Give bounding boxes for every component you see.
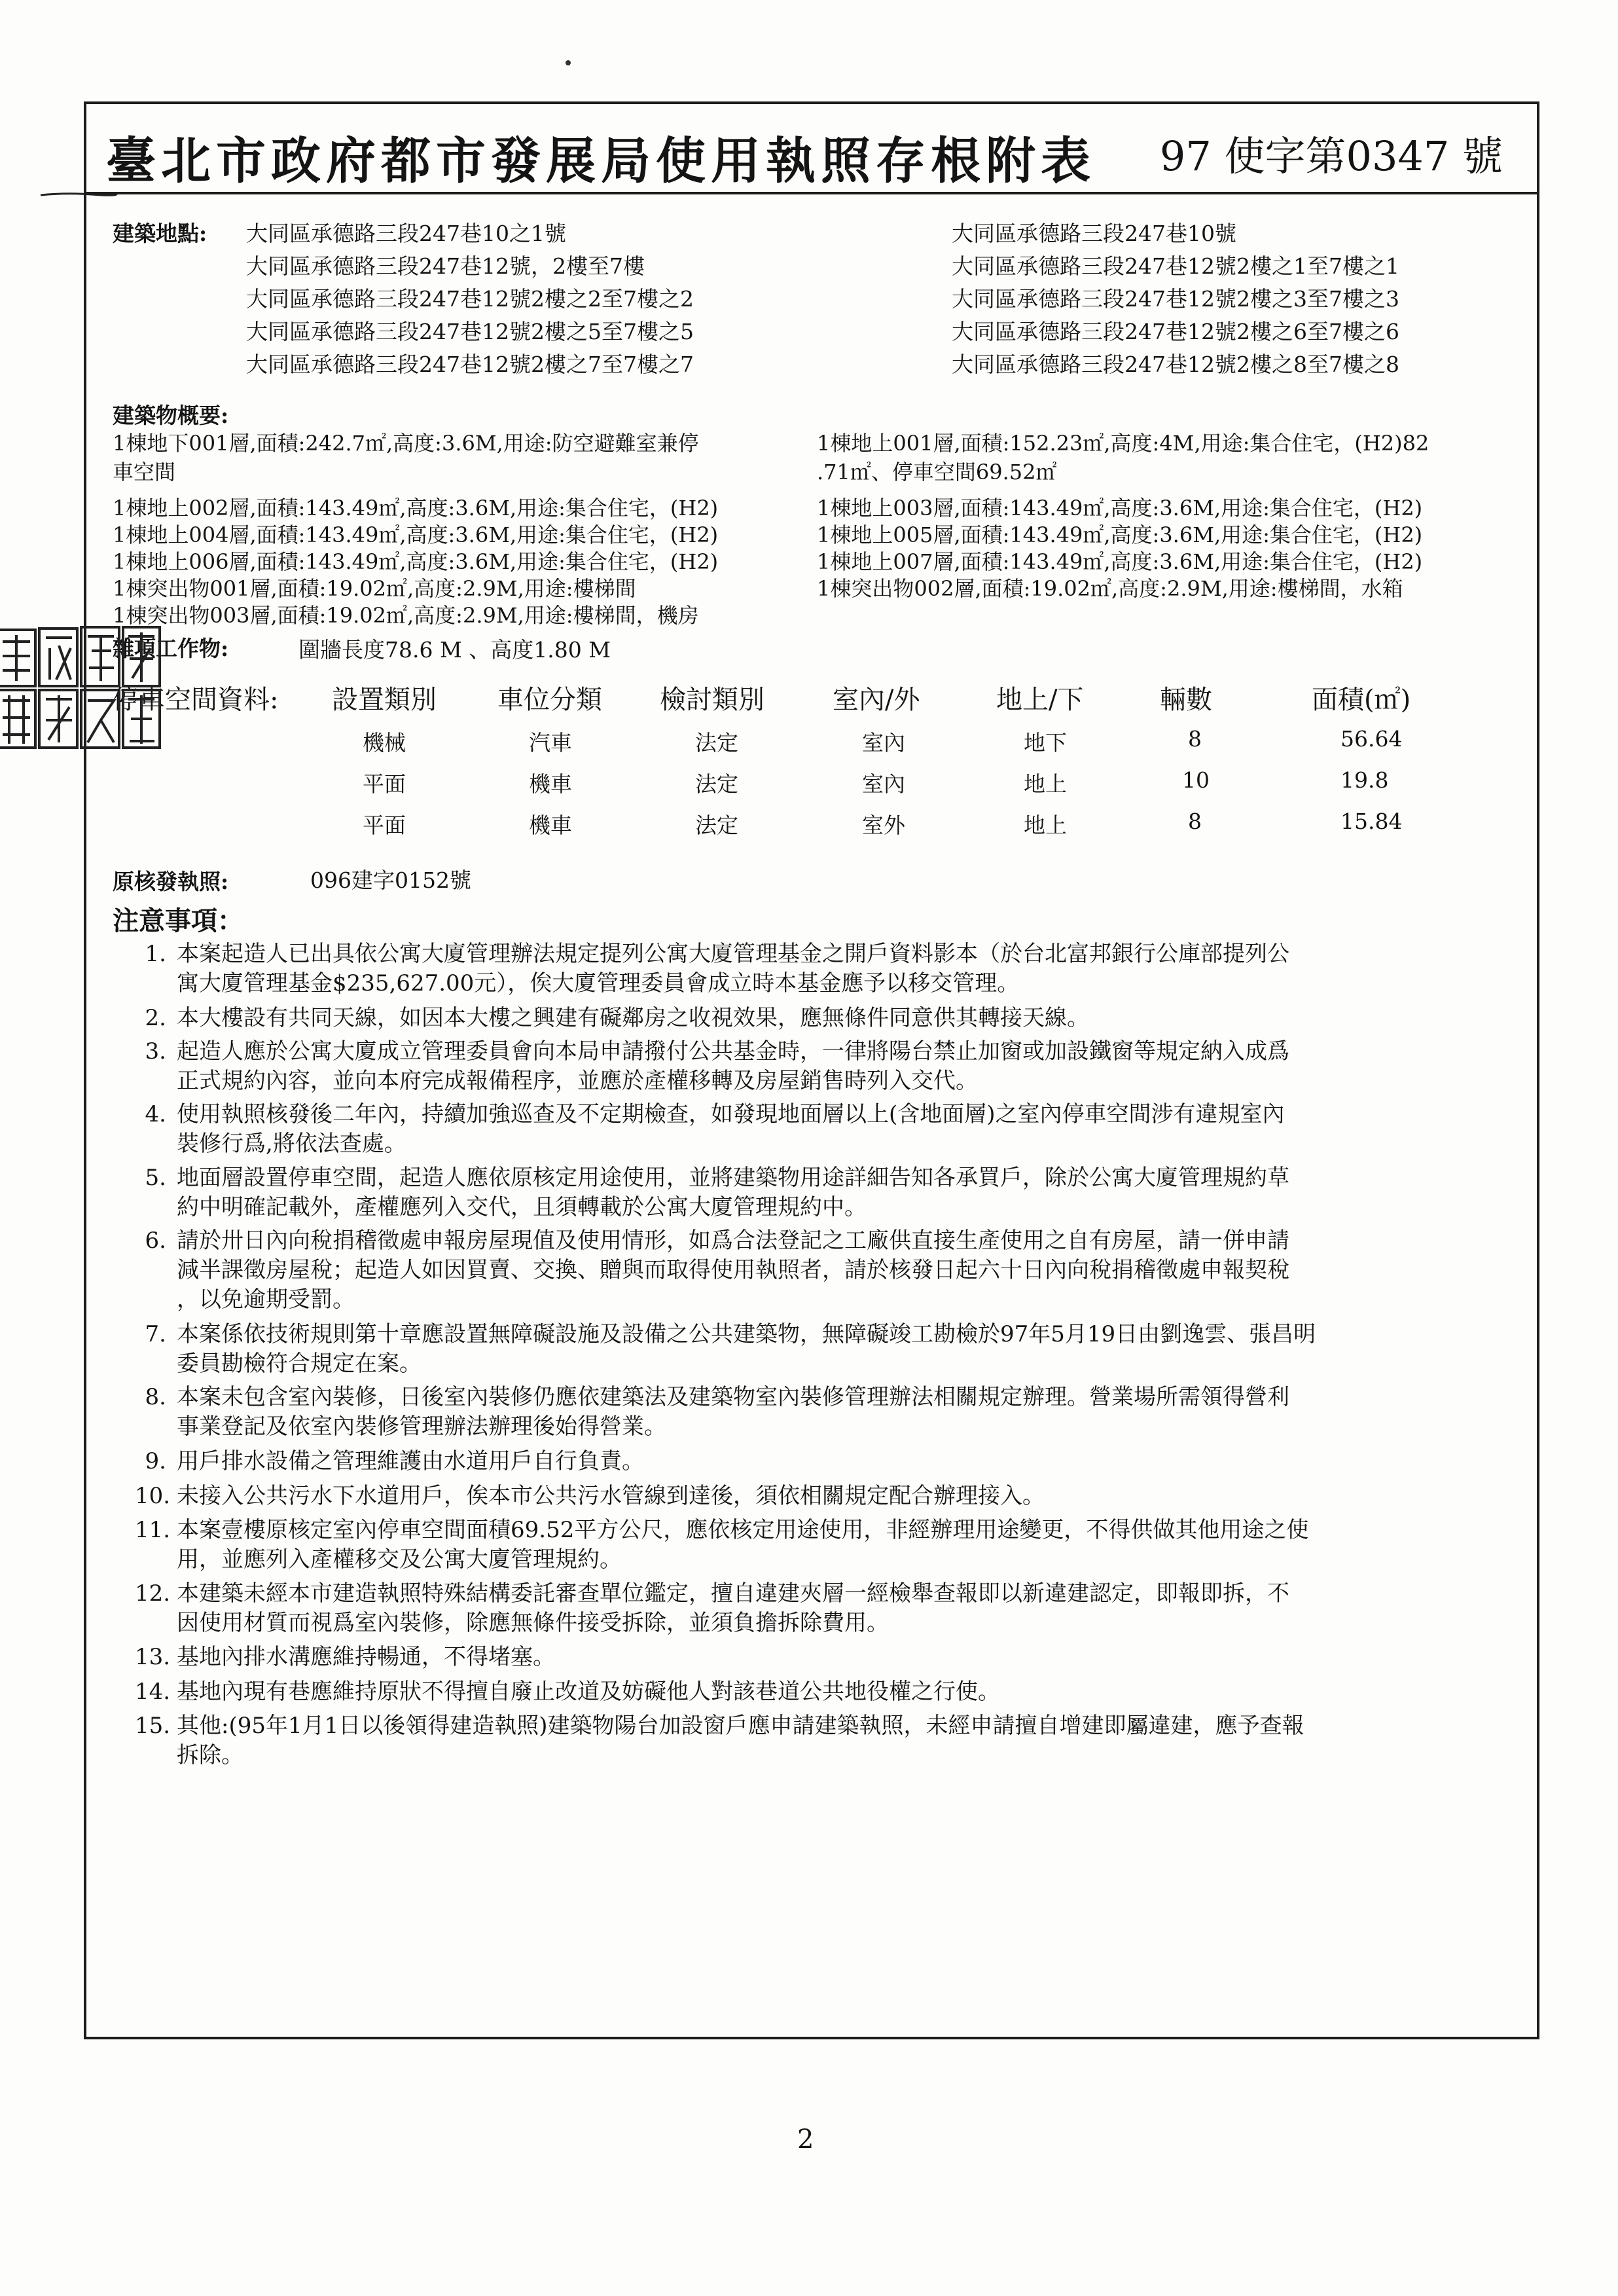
parking-header-setup: 設置類別 — [332, 685, 437, 715]
permit-number: 97 使字第0347 號 — [1159, 132, 1503, 180]
parking-cell: 室外 — [862, 812, 905, 838]
note-line: 正式規約內容，並向本府完成報備程序，並應於產權移轉及房屋銷售時列入交代。 — [177, 1068, 978, 1094]
note-item-15 — [135, 1711, 1500, 1770]
note-line: 拆除。 — [177, 1742, 243, 1768]
note-number: 5. — [145, 1165, 166, 1191]
building-left-1: 1棟地下001層,面積:242.7㎡,高度:3.6M,用途:防空避難室兼停 — [113, 431, 699, 456]
address-left-5: 大同區承德路三段247巷12號2樓之7至7樓之7 — [246, 352, 694, 377]
note-number: 11. — [135, 1517, 171, 1543]
note-number: 3. — [145, 1038, 166, 1065]
parking-cell: 地上 — [1024, 771, 1067, 797]
address-right-1: 大同區承德路三段247巷10號 — [952, 221, 1236, 246]
building-left-3: 1棟地上002層,面積:143.49㎡,高度:3.6M,用途:集合住宅，(H2) — [113, 496, 719, 520]
note-number: 9. — [145, 1448, 166, 1474]
building-right-3: 1棟地上003層,面積:143.49㎡,高度:3.6M,用途:集合住宅，(H2) — [817, 496, 1423, 520]
parking-header-count: 輛數 — [1160, 685, 1212, 715]
note-number: 7. — [145, 1321, 166, 1347]
note-line: 減半課徵房屋稅；起造人如因買賣、交換、贈與而取得使用執照者，請於核發日起六十日內向稅捐稽徵處申報契稅 — [177, 1257, 1289, 1283]
parking-cell: 地下 — [1024, 730, 1067, 756]
note-item-13 — [135, 1643, 1500, 1672]
note-line: 基地內現有巷應維持原狀不得擅自廢止改道及妨礙他人對該巷道公共地役權之行使。 — [177, 1679, 1000, 1705]
note-line: 因使用材質而視爲室內裝修，除應無條件接受拆除，並須負擔拆除費用。 — [177, 1610, 889, 1636]
building-left-5: 1棟地上006層,面積:143.49㎡,高度:3.6M,用途:集合住宅，(H2) — [113, 549, 719, 574]
building-right-4: 1棟地上005層,面積:143.49㎡,高度:3.6M,用途:集合住宅，(H2) — [817, 522, 1423, 547]
note-line: 本大樓設有共同天線，如因本大樓之興建有礙鄰房之收視效果，應無條件同意供其轉接天線。 — [177, 1005, 1089, 1031]
parking-label: 停車空間資料: — [113, 685, 279, 715]
note-item-10 — [135, 1482, 1500, 1511]
note-line: 事業登記及依室內裝修管理辦法辦理後始得營業。 — [177, 1413, 666, 1440]
note-number: 4. — [145, 1101, 166, 1127]
parking-cell: 10 — [1182, 767, 1210, 793]
parking-header-level: 地上/下 — [996, 685, 1084, 715]
parking-cell: 8 — [1188, 809, 1202, 834]
note-line: 用，並應列入產權移交及公寓大廈管理規約。 — [177, 1546, 622, 1573]
note-line: 約中明確記載外，產權應列入交代，且須轉載於公寓大廈管理規約中。 — [177, 1194, 867, 1220]
address-left-1: 大同區承德路三段247巷10之1號 — [246, 221, 566, 246]
notes-label: 注意事項： — [113, 905, 243, 936]
note-item-8 — [139, 1383, 1500, 1442]
parking-cell: 機械 — [363, 730, 406, 756]
parking-cell: 機車 — [529, 771, 572, 797]
note-number: 8. — [145, 1384, 166, 1410]
note-item-6 — [139, 1226, 1500, 1315]
note-line: 本案未包含室內裝修，日後室內裝修仍應依建築法及建築物室內裝修管理辦法相關規定辦理。營業場所需領得營利 — [177, 1384, 1289, 1410]
note-item-9 — [139, 1447, 1500, 1476]
address-right-3: 大同區承德路三段247巷12號2樓之3至7樓之3 — [952, 286, 1399, 312]
address-label: 建築地點: — [113, 221, 207, 246]
parking-cell: 汽車 — [529, 730, 572, 756]
address-left-2: 大同區承德路三段247巷12號，2樓至7樓 — [246, 253, 645, 279]
note-item-14 — [135, 1677, 1500, 1707]
parking-header-review: 檢討類別 — [660, 685, 764, 715]
note-number: 12. — [135, 1580, 171, 1607]
parking-header-slot: 車位分類 — [497, 685, 602, 715]
original-permit-value: 096建字0152號 — [310, 867, 471, 893]
parking-cell: 56.64 — [1340, 726, 1403, 752]
note-line: 委員勘檢符合規定在案。 — [177, 1351, 422, 1377]
note-line: 未接入公共污水下水道用戶，俟本市公共污水管線到達後，須依相關規定配合辦理接入。 — [177, 1483, 1045, 1509]
parking-cell: 15.84 — [1340, 809, 1403, 834]
note-item-7 — [139, 1320, 1500, 1379]
building-right-1: 1棟地上001層,面積:152.23㎡,高度:4M,用途:集合住宅，(H2)82 — [817, 431, 1429, 456]
note-line: 地面層設置停車空間，起造人應依原核定用途使用，並將建築物用途詳細告知各承買戶，除於公寓大廈管理規約草 — [177, 1165, 1289, 1191]
note-line: 基地內排水溝應維持暢通，不得堵塞。 — [177, 1644, 555, 1670]
note-line: 用戶排水設備之管理維護由水道用戶自行負責。 — [177, 1448, 644, 1474]
parking-cell: 平面 — [363, 771, 406, 797]
title-row — [86, 104, 1537, 194]
building-left-6: 1棟突出物001層,面積:19.02㎡,高度:2.9M,用途:樓梯間 — [113, 576, 636, 601]
building-left-4: 1棟地上004層,面積:143.49㎡,高度:3.6M,用途:集合住宅，(H2) — [113, 522, 719, 547]
parking-cell: 法定 — [695, 771, 738, 797]
building-left-7: 1棟突出物003層,面積:19.02㎡,高度:2.9M,用途:樓梯間，機房 — [113, 603, 699, 628]
note-item-1 — [139, 939, 1500, 998]
parking-cell: 機車 — [529, 812, 572, 838]
parking-cell: 法定 — [695, 730, 738, 756]
document-title: 臺北市政府都市發展局使用執照存根附表 — [106, 132, 1096, 190]
parking-header-area: 面積(㎡) — [1312, 685, 1411, 715]
note-line: 請於卅日內向稅捐稽徵處申報房屋現值及使用情形，如爲合法登記之工廠供直接生產使用之自有房屋，請一併申請 — [177, 1228, 1289, 1254]
misc-value: 圍牆長度78.6 M 、高度1.80 M — [298, 637, 611, 663]
official-seal-stamp — [0, 622, 162, 753]
note-line: 其他:(95年1月1日以後領得建造執照)建築物陽台加設窗戶應申請建築執照，未經申請擅自增建即屬違建，應予查報 — [177, 1713, 1304, 1739]
note-item-5 — [139, 1163, 1500, 1222]
note-number: 2. — [145, 1005, 166, 1031]
note-line: ，以免逾期受罰。 — [177, 1286, 355, 1313]
page-number: 2 — [797, 2124, 814, 2155]
note-number: 1. — [145, 941, 166, 967]
parking-cell: 法定 — [695, 812, 738, 838]
note-item-2 — [139, 1004, 1500, 1033]
building-right-6: 1棟突出物002層,面積:19.02㎡,高度:2.9M,用途:樓梯間，水箱 — [817, 576, 1403, 601]
building-right-5: 1棟地上007層,面積:143.49㎡,高度:3.6M,用途:集合住宅，(H2) — [817, 549, 1423, 574]
parking-cell: 地上 — [1024, 812, 1067, 838]
document-frame — [84, 101, 1539, 2039]
building-right-2: .71㎡、停車空間69.52㎡ — [817, 460, 1057, 484]
note-number: 10. — [135, 1483, 171, 1509]
scan-dot — [566, 60, 571, 65]
address-left-3: 大同區承德路三段247巷12號2樓之2至7樓之2 — [246, 286, 694, 312]
address-right-5: 大同區承德路三段247巷12號2樓之8至7樓之8 — [952, 352, 1399, 377]
note-line: 本案壹樓原核定室內停車空間面積69.52平方公尺，應依核定用途使用，非經辦理用途變更，不得供做其他用途之使 — [177, 1517, 1309, 1543]
note-line: 裝修行爲,將依法查處。 — [177, 1131, 406, 1157]
parking-cell: 19.8 — [1340, 767, 1389, 793]
note-number: 6. — [145, 1228, 166, 1254]
parking-cell: 8 — [1188, 726, 1202, 752]
parking-header-inout: 室內/外 — [833, 685, 920, 715]
note-number: 14. — [135, 1679, 171, 1705]
original-permit-label: 原核發執照: — [113, 869, 229, 894]
parking-cell: 室內 — [862, 771, 905, 797]
note-item-12 — [135, 1579, 1500, 1638]
note-line: 本案係依技術規則第十章應設置無障礙設施及設備之公共建築物，無障礙竣工勘檢於97年5月19日由劉逸雲、張昌明 — [177, 1321, 1316, 1347]
building-label: 建築物概要: — [113, 403, 229, 428]
note-item-4 — [139, 1100, 1500, 1159]
parking-cell: 平面 — [363, 812, 406, 838]
address-right-2: 大同區承德路三段247巷12號2樓之1至7樓之1 — [952, 253, 1399, 279]
address-right-4: 大同區承德路三段247巷12號2樓之6至7樓之6 — [952, 319, 1399, 344]
note-line: 本建築未經本市建造執照特殊結構委託審查單位鑑定，擅自違建夾層一經檢舉查報即以新違建認定，即報即拆，不 — [177, 1580, 1289, 1607]
note-line: 使用執照核發後二年內，持續加強巡查及不定期檢查，如發現地面層以上(含地面層)之室內停車空間涉有違規室內 — [177, 1101, 1285, 1127]
note-item-3 — [139, 1037, 1500, 1096]
parking-cell: 室內 — [862, 730, 905, 756]
address-left-4: 大同區承德路三段247巷12號2樓之5至7樓之5 — [246, 319, 694, 344]
note-line: 本案起造人已出具依公寓大廈管理辦法規定提列公寓大廈管理基金之開戶資料影本（於台北富邦銀行公庫部提列公 — [177, 941, 1289, 967]
note-item-11 — [135, 1516, 1500, 1575]
note-number: 13. — [135, 1644, 171, 1670]
misc-label: 雜項工作物: — [113, 636, 229, 661]
note-number: 15. — [135, 1713, 171, 1739]
note-line: 起造人應於公寓大廈成立管理委員會向本局申請撥付公共基金時，一律將陽台禁止加窗或加設鐵窗等規定納入成爲 — [177, 1038, 1289, 1065]
building-left-2: 車空間 — [113, 460, 176, 484]
note-line: 寓大廈管理基金$235,627.00元），俟大廈管理委員會成立時本基金應予以移交管理。 — [177, 970, 1020, 996]
